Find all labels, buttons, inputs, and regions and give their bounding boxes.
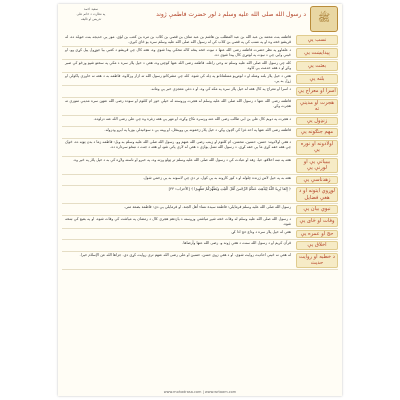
row-content: هغې د خپل پلار بلنه ومنله او د لومړیو مسلمانانو په ډله کې شوه. کله چې مشرکانو رسول الله ته ازار ورکاوه، فاطمه به د هغه نه خاورې پاکولې او ژړل به یې. <box>65 74 291 83</box>
row-label: بعثت یې <box>296 61 338 71</box>
row-content: د هجرت په دویم کال علي بن ابي طالب رضی الله عنه ورسره نکاح وکړه، او مهر یې هغه زغره وه چې علي رضی الله عنه درلوده. <box>93 116 291 121</box>
row-label: نسب یې <box>296 35 338 45</box>
row-content: فاطمه رضی الله عنها د رسول الله صلی الله علیه وسلم له هجرت وروسته له خپلې خور ام کلثوم او سوده رضی الله عنهن سره مدینې منورې ته هجرت وکړ. <box>65 98 291 108</box>
row-content: هغه په ښه اخلاقو، حیا، زهد او عبادت کې د رسول الله صلی الله علیه وسلم تر ټولو ورته وه، په خبرو او ناسته ولاړه کې به د خپل پلار په څېر وه. <box>73 157 291 162</box>
row-label: بیبیاتې یې او لورنې یې <box>296 158 338 173</box>
row-content: فاطمه بنت محمد بن عبد الله بن عبد المطلب بن هاشم بن عبد مناف بن قصي بن کلاب بن مره بن کعب بن لؤی. مور یې خدیجه بنت خویلد ده، له قریشو څخه وه او په نسب کې په قصي بن کلاب کې له رسول الله صلی الله علیه وسلم سره یو ځای کېږي. <box>65 35 291 44</box>
table-row <box>62 252 338 270</box>
table-row <box>62 86 338 98</box>
row-label: اخلاق یې <box>296 241 338 250</box>
row-label: لوړوي ایتونه او د هغې فضایل <box>296 187 338 202</box>
author-line: سعید احمد <box>83 7 99 11</box>
row-content: ﴿ إِنَّمَا يُرِيدُ اللَّهُ لِيُذْهِبَ عَنكُمُ الرِّجْسَ أَهْلَ الْبَيْتِ وَيُطَهِّرَكُمْ تَطْهِيرًا ﴾ [الأحزاب: ٣٣] <box>168 187 291 191</box>
row-content: هغه به په خپل لاس ژرنده چلوله او د کور کارونه به یې کول، تر دې چې لاسونه به یې زخمي شول. <box>142 175 291 180</box>
info-table <box>62 34 338 270</box>
row-content: فاطمه رضی الله عنها په احد غزا کې ګډون وکړ، د خپل پلار زخمونه یې ووینځل، او وینه یې د سوځېدلې بوریا په ایرو ودروله. <box>104 128 291 132</box>
row-content: کله چې رسول الله صلی الله علیه وسلم ته وحي راغله، فاطمه رضی الله عنها کوچنۍ وه، هغې د خپل پلار سره د مکې په سختو شپو ورځو کې صبر وکړ او د هغه خدمت یې کاوه. <box>65 61 291 70</box>
calligraphy-logo-icon: ﷺ <box>310 6 338 32</box>
row-label: پیدایښت یې <box>296 48 338 58</box>
footer-links[interactable]: www.mohadrasa.com | www.wrtaam.com <box>163 390 237 394</box>
table-row <box>62 186 338 204</box>
author-line: تدریس او تالیف <box>80 17 102 21</box>
page-header <box>58 4 342 32</box>
row-content: له هغې نه ځینې احادیث روایت شوي، او د هغې زوی حسن، حسین او علي رضی الله عنهم ترې روایت کړی دی. جزاها الله عن الإسلام خیرا. <box>79 252 291 257</box>
table-row <box>62 127 338 139</box>
table-row <box>62 47 338 60</box>
row-label: حج او عمره یې <box>296 230 338 239</box>
table-row <box>62 240 338 252</box>
table-row <box>62 34 338 47</box>
page-title: د رسول الله صلی الله علیه وسلم د لور حضرت فاطمې ژوند <box>156 11 306 18</box>
document-page <box>58 4 342 396</box>
table-row <box>62 175 338 187</box>
table-row <box>62 60 338 73</box>
table-row <box>62 157 338 175</box>
row-label: نبوي بیان یې <box>296 205 338 214</box>
row-content: د رسول الله صلی الله علیه وسلم له وفات څخه شپږ میاشتې وروسته د یازدهم هجري کال د رمضان په میاشت کې وفات شوه، او په بقیع کې ښخه شوه. <box>65 216 291 226</box>
table-row <box>62 139 338 157</box>
row-label: اولادونه او نوره یې <box>296 140 338 155</box>
author-line: په نظارت د خاتم علی <box>76 12 106 16</box>
row-label: د خطبه او روایت حدیث <box>296 253 338 268</box>
row-content: هغې له خپل پلار سره د وداع حج ادا کړ. <box>230 229 291 234</box>
row-content: د اسرا او معراج په کال هغه له خپل پلار سره په مکه کې وه، او د دغې معجزې خبر یې ومانه. <box>150 87 291 91</box>
author-block <box>64 7 118 22</box>
table-row <box>62 204 338 216</box>
table-row <box>62 73 338 86</box>
row-content: رسول الله صلی الله علیه وسلم فرمایلي: فاطمة سيدة نساء أهل الجنة. او فرمایلي یې دي: فاطمة بضعة مني. <box>123 205 291 209</box>
row-content: د هغې اولادونه: حسن، حسین، محسن، ام کلثوم او زینب رضی الله عنهم وو. رسول الله صلی الله علیه وسلم به ویل: فاطمه زما د بدن ټوټه ده، څوک چې هغه خفه کړي ما یې خفه کړی. د رسول الله نسل یوازې د هغې له لارې پاتې شو، او هغه د جنت د ښځو سرداره ده. <box>65 139 291 149</box>
row-label: اسرا او معراج یې <box>296 87 338 96</box>
table-row <box>62 98 338 116</box>
row-content: د علماوو په نظر حضرت فاطمه رضی الله عنها د نبوت څخه پنځه کاله مخکې پیدا شوې وه، هغه کال چې قریشو د کعبې بیا جوړول پیل کړي وو. او ځینې وايي چې د نبوت په لومړي کال پیدا شوې ده. <box>65 48 291 57</box>
row-content: قرآن کریم او د رسول الله سنت د هغې ژوند و، رضی الله عنها وأرضاها. <box>182 241 291 245</box>
table-row <box>62 116 338 128</box>
row-label: مهم جنګونه یې <box>296 128 338 137</box>
row-label: زنډول یې <box>296 117 338 126</box>
row-label: زهدناسي یې <box>296 176 338 185</box>
table-row <box>62 216 338 229</box>
row-label: وفات او ځای یې <box>296 217 338 227</box>
table-row <box>62 229 338 241</box>
row-label: بلنه یې <box>296 74 338 84</box>
row-label: هجرت او مدینې ته <box>296 99 338 114</box>
